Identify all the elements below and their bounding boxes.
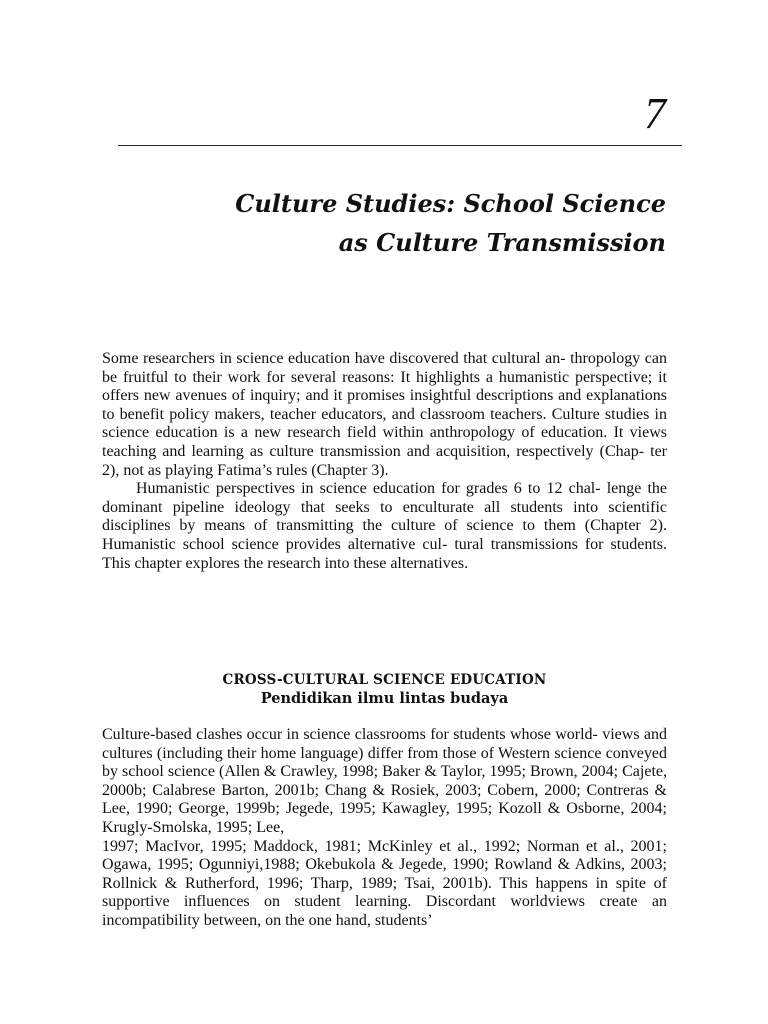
section-subtitle: Pendidikan ilmu lintas budaya [260,690,509,707]
section-paragraph-1a: Culture-based clashes occur in science classrooms for students whose world- views and cultures (including their home language) differ from those of Western science conveyed by school science (Allen & Crawley, 1998; Baker & Taylor, 1995; Brown, 2004; Cajete, 2000b; Calabrese Barton, 2001b; Chang & Rosiek, 2003; Cobern, 2000; Contreras & Lee, 1990; George, 1999b; Jegede, 1995; Kawagley, 1995; Kozoll & Osborne, 2004; Krugly-Smolska, 1995; Lee, [102,726,667,836]
chapter-title-line-1: Culture Studies: School Science [235,189,666,218]
intro-text [102,350,667,573]
section-title: CROSS-CULTURAL SCIENCE EDUCATION [222,672,547,688]
intro-paragraph-1: Some researchers in science education have discovered that cultural an- thropology can be fruitful to their work for several reasons: It highlights a humanistic perspective; it offers new avenues of inquiry; and it promises insightful descriptions and explanations to benefit policy makers, teacher educators, and classroom teachers. Culture studies in science education is a new research field within anthropology of education. It views teaching and learning as culture transmission and acquisition, respectively (Chap- ter 2), not as playing Fatima’s rules (Chapter 3). [102,350,667,479]
chapter-title-line-2: as Culture Transmission [338,228,666,257]
chapter-divider [118,145,682,146]
intro-paragraph-2: Humanistic perspectives in science education for grades 6 to 12 chal- lenge the dominant pipeline ideology that seeks to enculturate all students into scientific disciplines by means of transmitting the culture of science to them (Chapter 2). Humanistic school science provides alternative cul- tural transmissions for students. This chapter explores the research into these alternatives. [102,480,667,572]
chapter-number: 7 [644,89,666,138]
section-body [102,726,667,931]
section-heading [102,671,667,709]
chapter-title [150,184,666,262]
section-paragraph-1b: 1997; MacIvor, 1995; Maddock, 1981; McKinley et al., 1992; Norman et al., 2001; Ogawa, 1995; Ogunniyi,1988; Okebukola & Jegede, 1990; Rowland & Adkins, 2003; Rollnick & Rutherford, 1996; Tharp, 1989; Tsai, 2001b). This happens in spite of supportive influences on student learning. Discordant worldviews create an incompatibility between, on the one hand, students’ [102,837,667,929]
